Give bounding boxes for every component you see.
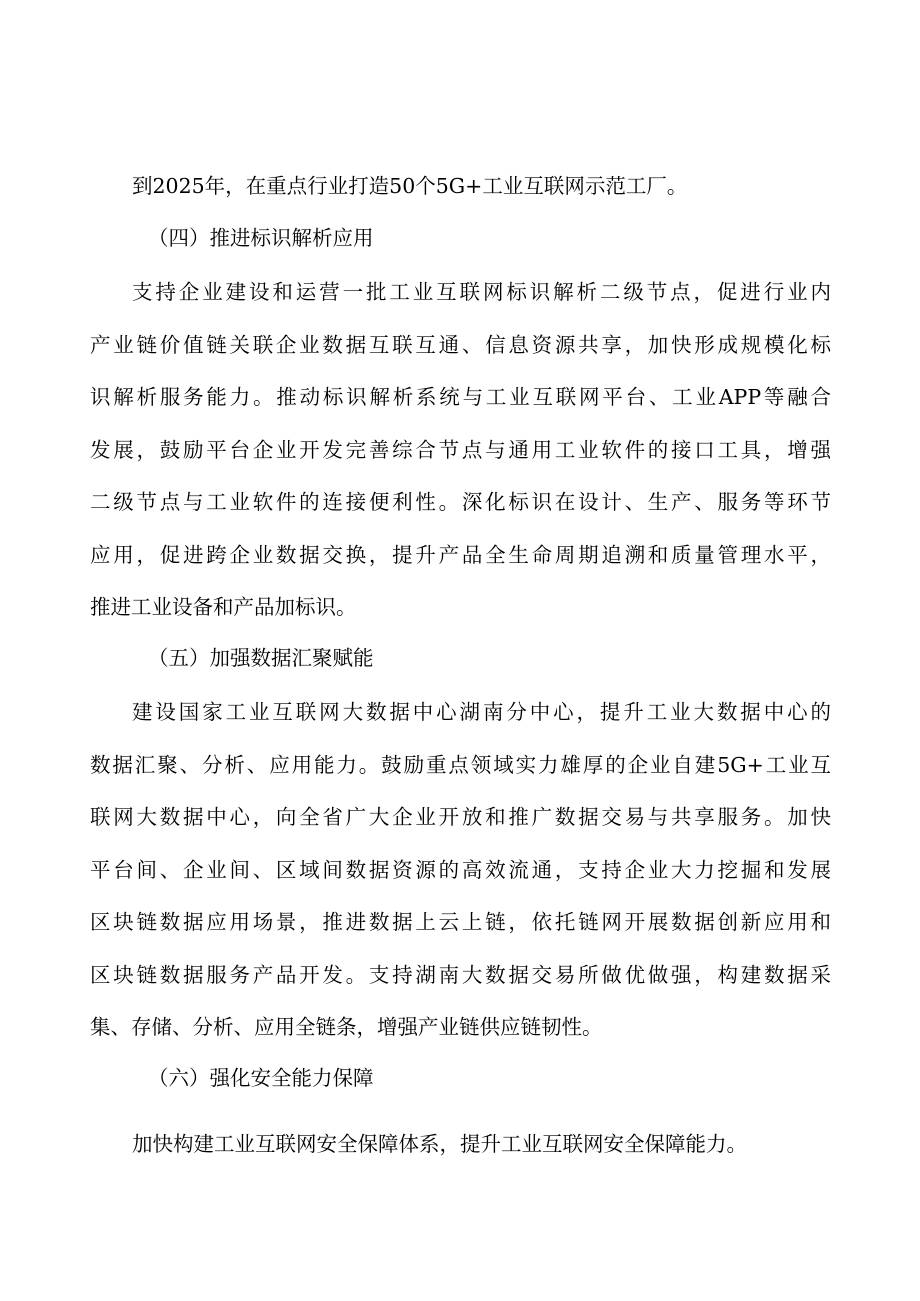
paragraph-line: 平台间、企业间、区域间数据资源的高效流通，支持企业大力挖掘和发展 xyxy=(90,858,831,882)
paragraph-line: 数据汇聚、分析、应用能力。鼓励重点领域实力雄厚的企业自建5G+工业互 xyxy=(90,753,831,777)
section-heading: （六）强化安全能力保障 xyxy=(148,1066,374,1090)
paragraph-line: 支持企业建设和运营一批工业互联网标识解析二级节点，促进行业内 xyxy=(132,280,831,304)
paragraph-line: 联网大数据中心，向全省广大企业开放和推广数据交易与共享服务。加快 xyxy=(90,805,831,829)
paragraph-line: 二级节点与工业软件的连接便利性。深化标识在设计、生产、服务等环节 xyxy=(90,490,831,514)
paragraph-line: 加快构建工业互联网安全保障体系，提升工业互联网安全保障能力。 xyxy=(132,1132,747,1156)
paragraph-line: 区块链数据服务产品开发。支持湖南大数据交易所做优做强，构建数据采 xyxy=(90,963,831,987)
paragraph-line: 产业链价值链关联企业数据互联互通、信息资源共享，加快形成规模化标 xyxy=(90,333,831,357)
paragraph-line: 发展，鼓励平台企业开发完善综合节点与通用工业软件的接口工具，增强 xyxy=(90,438,831,462)
paragraph-line: 应用，促进跨企业数据交换，提升产品全生命周期追溯和质量管理水平， xyxy=(90,543,831,567)
paragraph-line: 到2025年，在重点行业打造50个5G+工业互联网示范工厂。 xyxy=(132,174,688,198)
paragraph-line: 识解析服务能力。推动标识解析系统与工业互联网平台、工业APP等融合 xyxy=(90,385,831,409)
paragraph-line: 区块链数据应用场景，推进数据上云上链，依托链网开展数据创新应用和 xyxy=(90,910,831,934)
paragraph-line: 集、存储、分析、应用全链条，增强产业链供应链韧性。 xyxy=(90,1015,603,1039)
section-heading: （四）推进标识解析应用 xyxy=(148,226,374,250)
paragraph-line: 推进工业设备和产品加标识。 xyxy=(90,595,357,619)
paragraph-line: 建设国家工业互联网大数据中心湖南分中心，提升工业大数据中心的 xyxy=(132,700,831,724)
section-heading: （五）加强数据汇聚赋能 xyxy=(148,646,374,670)
